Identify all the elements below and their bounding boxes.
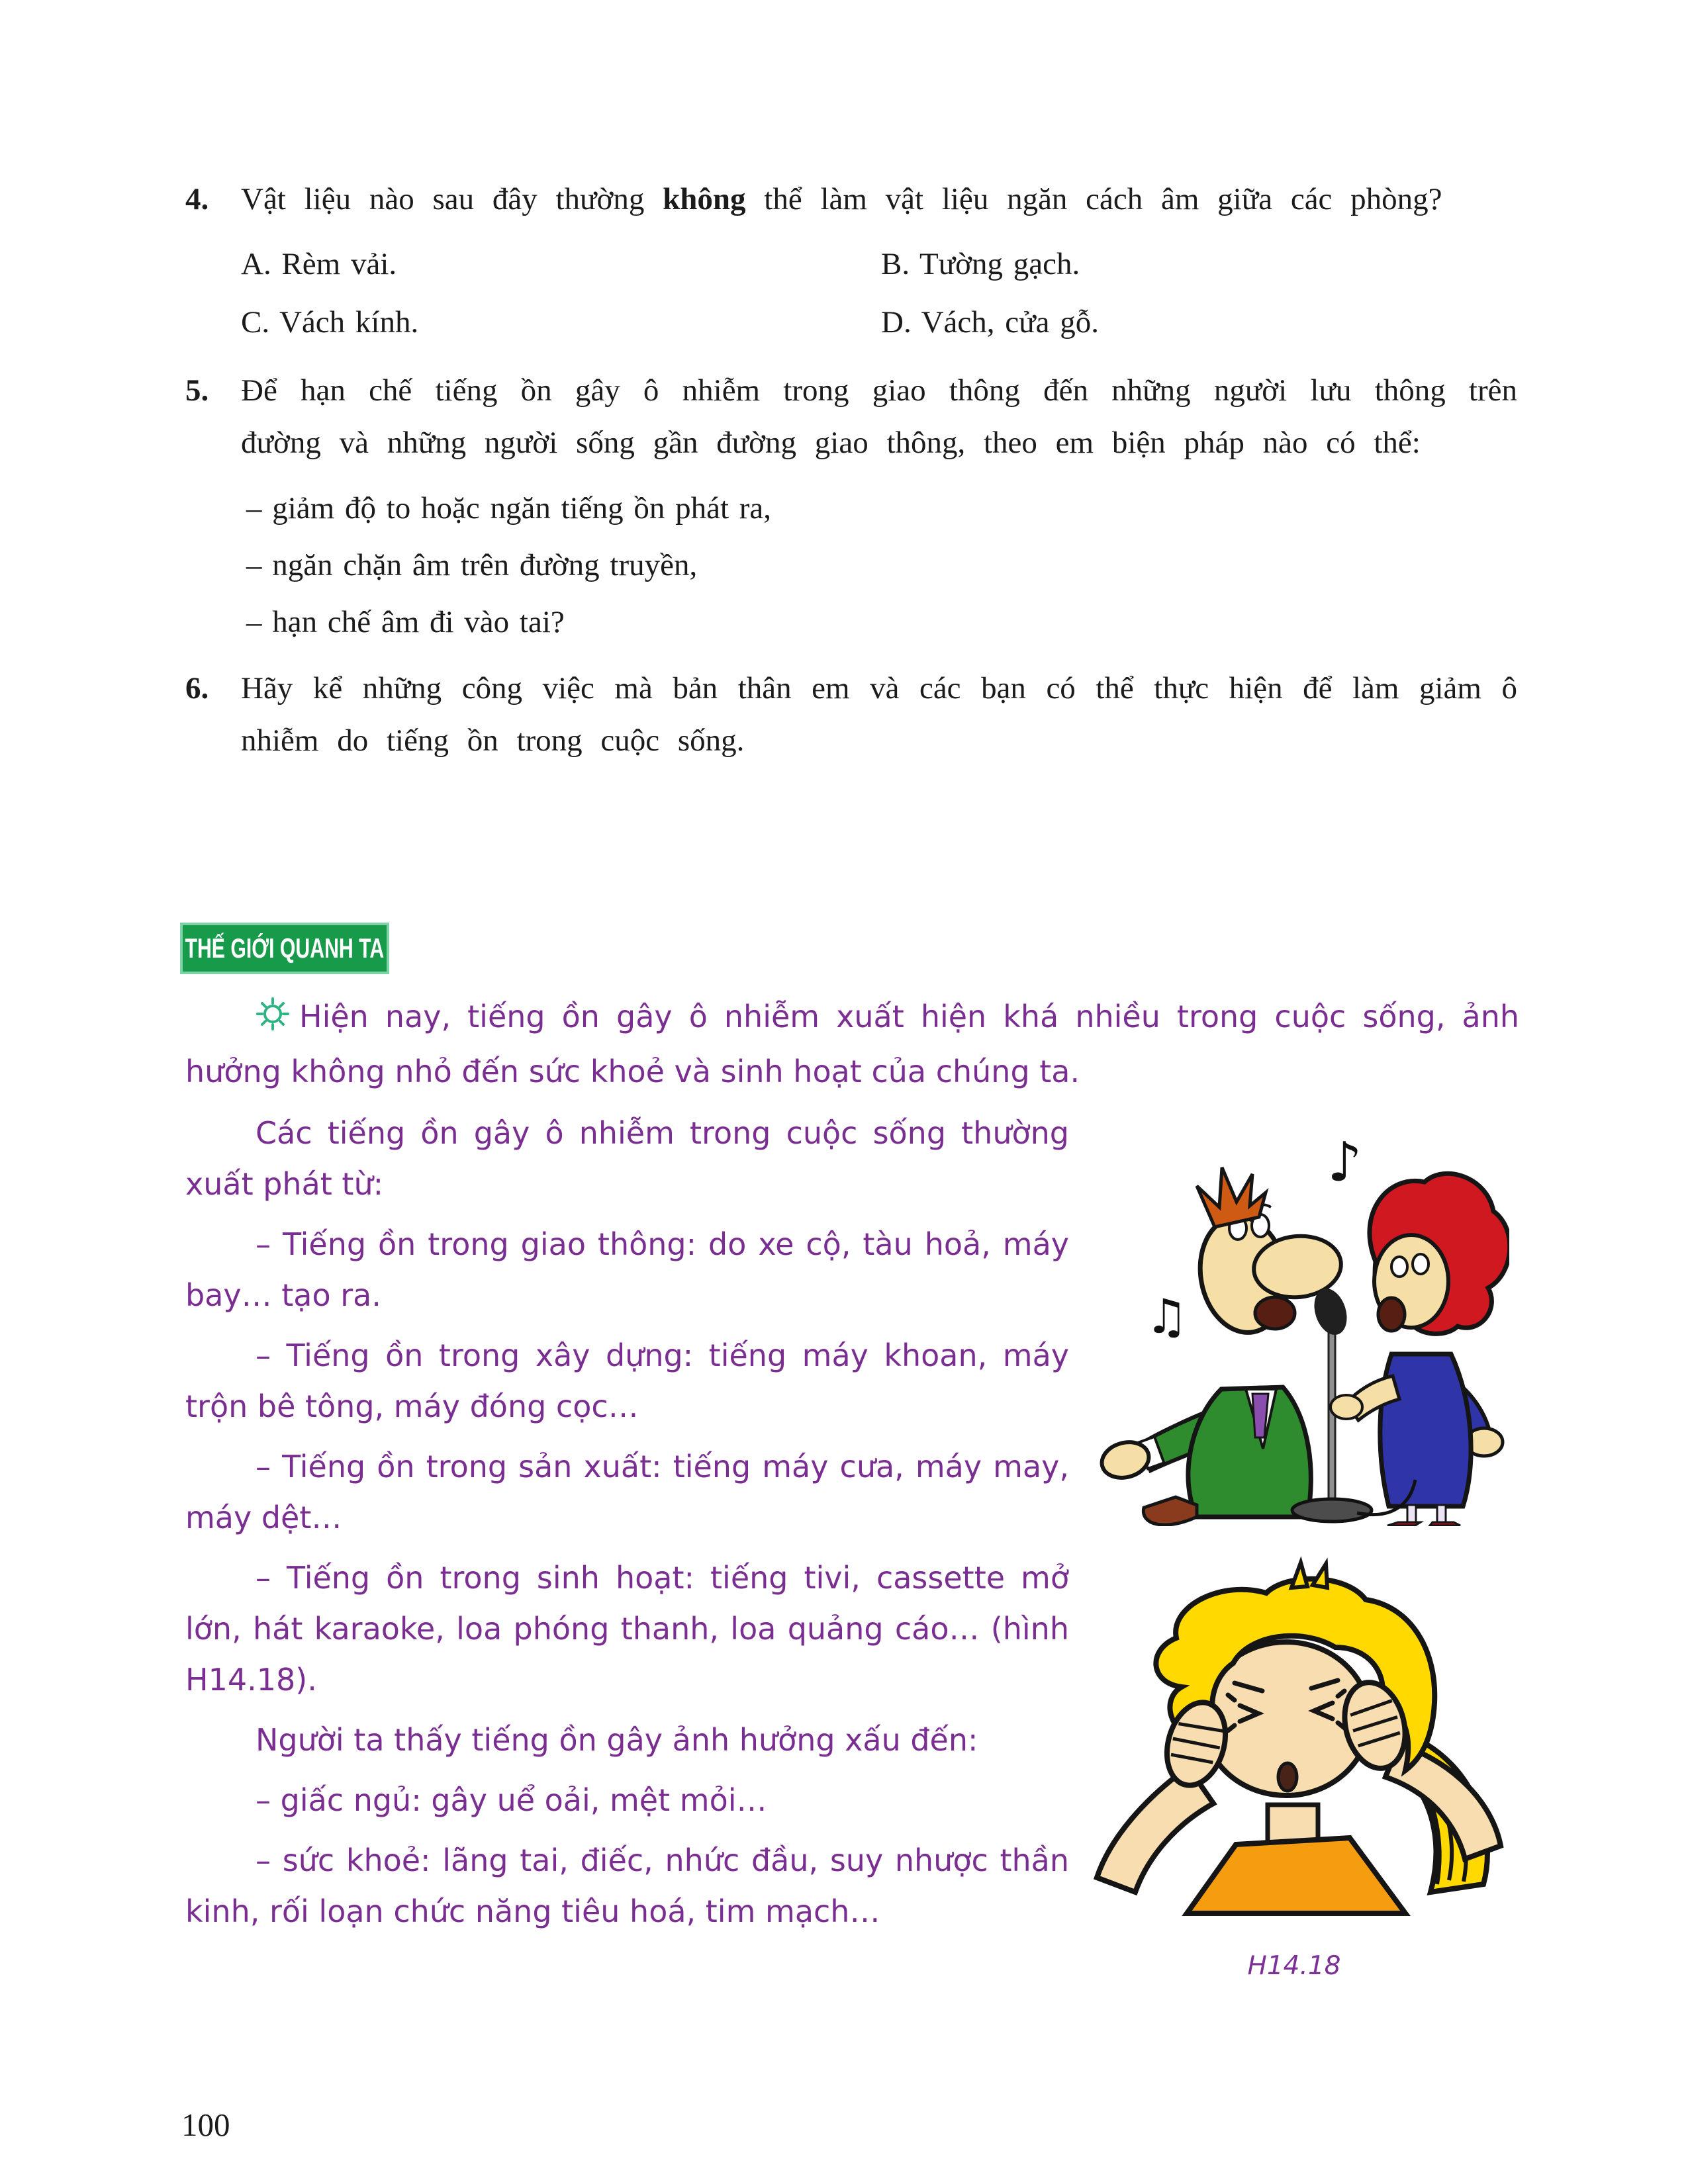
karaoke-singers-illustration (1079, 1108, 1509, 1526)
bullet-limit-ear: – hạn chế âm đi vào tai? (246, 605, 565, 639)
noise-text-column (185, 1108, 1069, 1991)
option-b: B. Tường gạch. (881, 247, 1080, 281)
question-6-text: Hãy kể những công việc mà bản thân em và các bạn có thể thực hiện để làm giảm ô nhiễm do tiếng ồn trong cuộc sống. (241, 671, 1517, 758)
source-traffic: – Tiếng ồn trong giao thông: do xe cộ, tàu hoả, máy bay… tạo ra. (185, 1226, 1069, 1313)
question-4-pre: Vật liệu nào sau đây thường (241, 182, 645, 216)
source-production: – Tiếng ồn trong sản xuất: tiếng máy cưa, máy may, máy dệt… (185, 1449, 1069, 1535)
question-4-post: thể làm vật liệu ngăn cách âm giữa các phòng? (764, 182, 1442, 216)
question-4 (185, 173, 1517, 226)
covering-ears-figure (1069, 1545, 1519, 1931)
effect-health: – sức khoẻ: lãng tai, điếc, nhức đầu, suy nhược thần kinh, rối loạn chức năng tiêu hoá, tim mạch… (185, 1843, 1069, 1929)
world-around-us-section (185, 991, 1519, 1991)
question-6 (185, 662, 1517, 767)
question-5 (185, 365, 1517, 469)
figure-caption: H14.18 (1247, 1951, 1341, 1981)
exercise-questions (185, 173, 1517, 767)
option-a: A. Rèm vải. (241, 247, 397, 281)
option-d: D. Vách, cửa gỗ. (881, 305, 1099, 340)
figure-column (1069, 1108, 1519, 1991)
page-number: 100 (181, 2107, 230, 2143)
source-construction: – Tiếng ồn trong xây dựng: tiếng máy khoan, máy trộn bê tông, máy đóng cọc… (185, 1338, 1069, 1424)
section-badge-label: THẾ GIỚI QUANH TA (185, 933, 385, 964)
question-5-bullets (185, 480, 1517, 651)
intro-text: Hiện nay, tiếng ồn gây ô nhiễm xuất hiện khá nhiều trong cuộc sống, ảnh hưởng không nhỏ đến sức khoẻ và sinh hoạt của chúng ta. (185, 999, 1519, 1089)
bullet-reduce-noise: – giảm độ to hoặc ngăn tiếng ồn phát ra, (246, 491, 772, 525)
question-6-number: 6. (185, 671, 209, 705)
karaoke-singers-figure (1079, 1108, 1509, 1541)
music-note-icon: ♫ (1145, 1289, 1188, 1344)
question-4-number: 4. (185, 182, 209, 216)
section-badge-the-gioi-quanh-ta (180, 923, 389, 974)
question-4-options (185, 235, 1517, 351)
music-note-icon: ♪ (1327, 1131, 1362, 1194)
question-5-number: 5. (185, 373, 209, 408)
two-column-area (185, 1108, 1519, 1991)
covering-ears-illustration (1069, 1545, 1519, 1916)
sun-icon (256, 995, 290, 1046)
option-c: C. Vách kính. (241, 305, 419, 340)
question-4-text (241, 173, 1517, 226)
source-daily-life: – Tiếng ồn trong sinh hoạt: tiếng tivi, cassette mở lớn, hát karaoke, loa phóng thanh, loa quảng cáo… (hình H14.18). (185, 1560, 1069, 1698)
question-5-text: Để hạn chế tiếng ồn gây ô nhiễm trong giao thông đến những người lưu thông trên đường và những người sống gần đường giao thông, theo em biện pháp nào có thể: (241, 373, 1517, 460)
intro-paragraph (185, 991, 1519, 1097)
effect-sleep: – giấc ngủ: gây uể oải, mệt mỏi… (256, 1782, 767, 1818)
question-4-bold-word: không (663, 182, 746, 216)
effects-intro: Người ta thấy tiếng ồn gây ảnh hưởng xấu đến: (256, 1722, 978, 1758)
bullet-block-path: – ngăn chặn âm trên đường truyền, (246, 548, 698, 582)
origin-intro: Các tiếng ồn gây ô nhiễm trong cuộc sống thường xuất phát từ: (185, 1115, 1069, 1202)
